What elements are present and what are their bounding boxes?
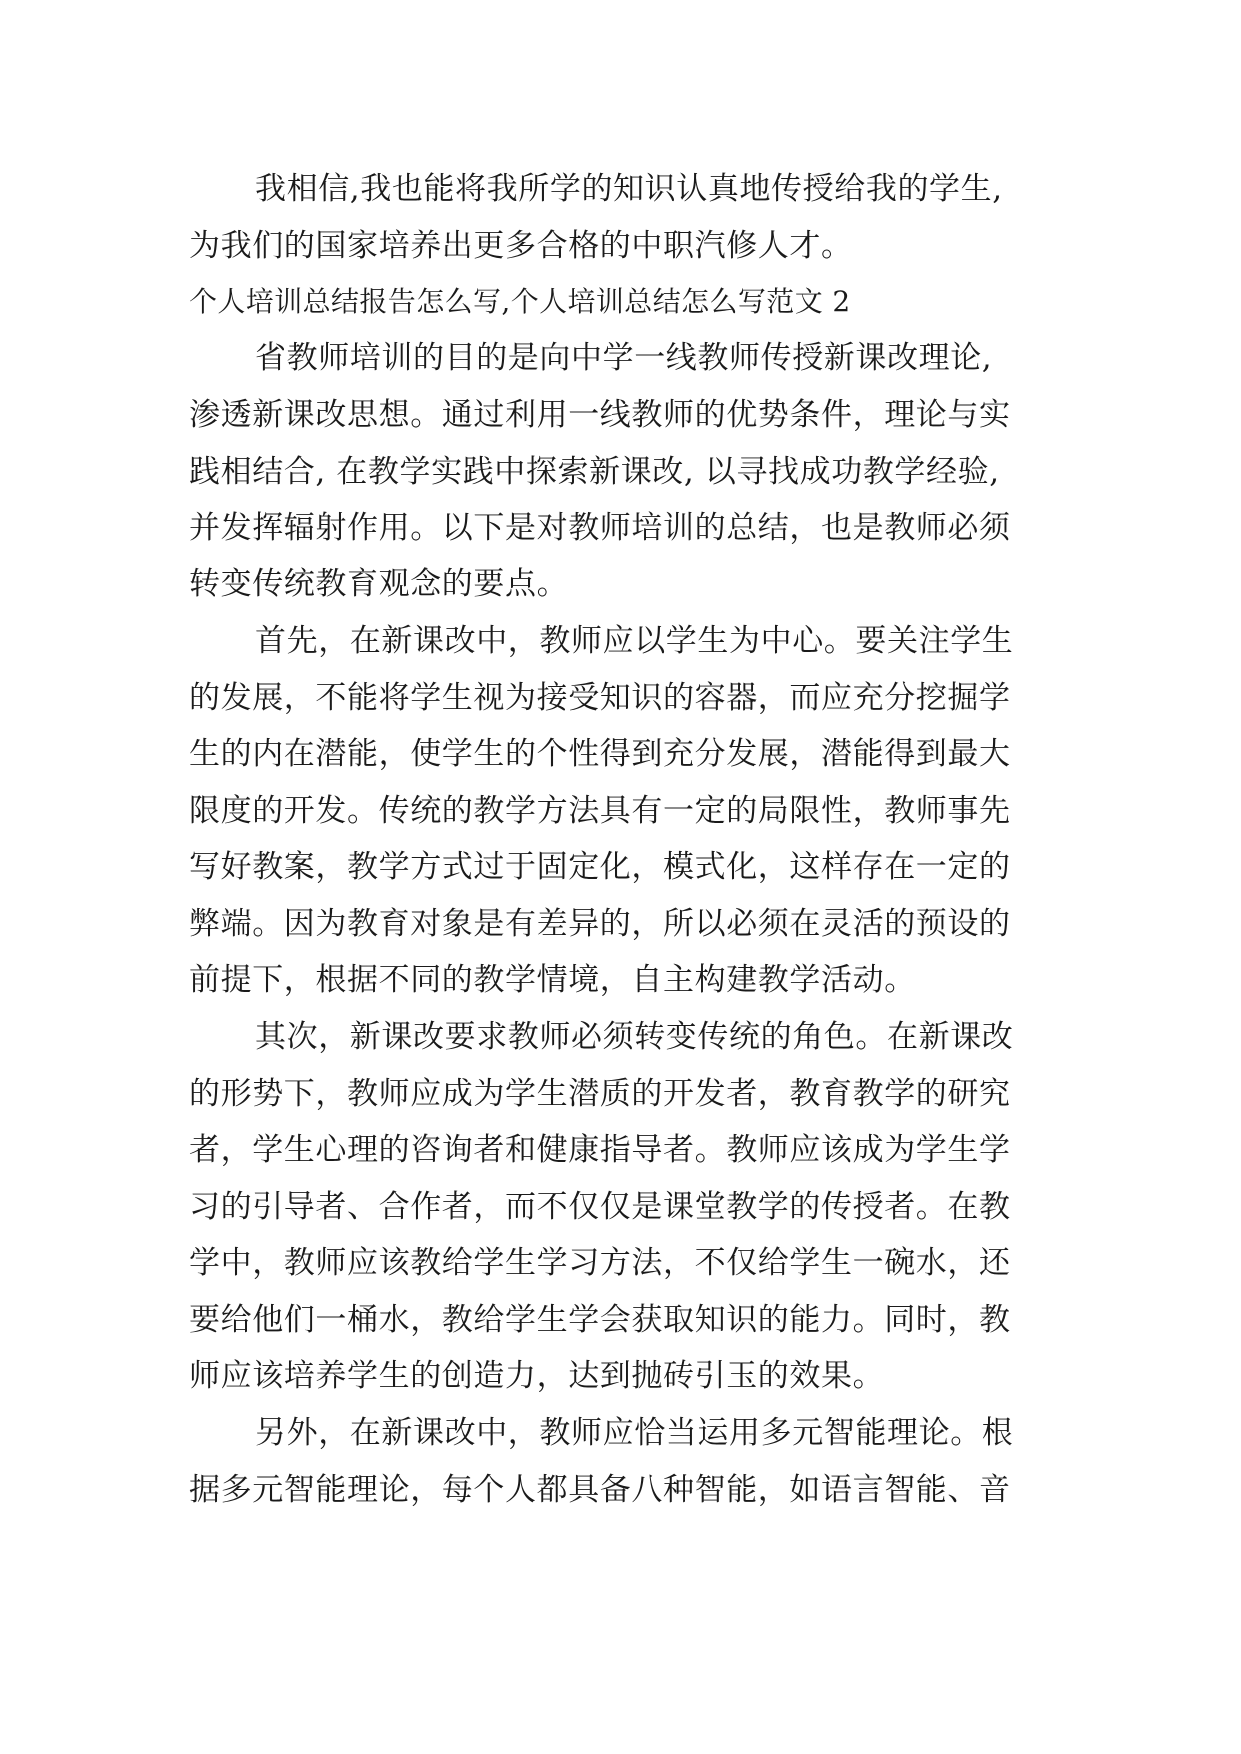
- text-line: 省教师培训的目的是向中学一线教师传授新课改理论,: [255, 340, 993, 376]
- text-line: 践相结合, 在教学实践中探索新课改, 以寻找成功教学经验,: [189, 454, 1000, 490]
- text-line: 生的内在潜能，使学生的个性得到充分发展，潜能得到最大: [189, 736, 1011, 772]
- text-line: 转变传统教育观念的要点。: [189, 566, 569, 602]
- text-line: 据多元智能理论，每个人都具备八种智能，如语言智能、音: [189, 1472, 1011, 1508]
- text-line: 我相信,我也能将我所学的知识认真地传授给我的学生,: [255, 171, 1003, 207]
- text-line: 限度的开发。传统的教学方法具有一定的局限性，教师事先: [189, 793, 1011, 829]
- text-line: 习的引导者、合作者，而不仅仅是课堂教学的传授者。在教: [189, 1189, 1011, 1225]
- text-line: 为我们的国家培养出更多合格的中职汽修人才。: [189, 228, 853, 264]
- text-line: 首先，在新课改中，教师应以学生为中心。要关注学生: [255, 623, 1014, 659]
- text-line: 弊端。因为教育对象是有差异的，所以必须在灵活的预设的: [189, 906, 1011, 942]
- text-line: 并发挥辐射作用。以下是对教师培训的总结，也是教师必须: [189, 510, 1011, 546]
- text-line: 的发展，不能将学生视为接受知识的容器，而应充分挖掘学: [189, 680, 1011, 716]
- text-line: 另外，在新课改中，教师应恰当运用多元智能理论。根: [255, 1415, 1014, 1451]
- section-heading: 个人培训总结报告怎么写,个人培训总结怎么写范文 2: [189, 285, 851, 318]
- text-line: 的形势下，教师应成为学生潜质的开发者，教育教学的研究: [189, 1076, 1011, 1112]
- text-line: 师应该培养学生的创造力，达到抛砖引玉的效果。: [189, 1358, 885, 1394]
- text-line: 渗透新课改思想。通过利用一线教师的优势条件，理论与实: [189, 397, 1011, 433]
- text-line: 其次，新课改要求教师必须转变传统的角色。在新课改: [255, 1019, 1014, 1055]
- text-line: 要给他们一桶水，教给学生学会获取知识的能力。同时，教: [189, 1302, 1011, 1338]
- text-line: 前提下，根据不同的教学情境，自主构建教学活动。: [189, 962, 916, 998]
- text-line: 学中，教师应该教给学生学习方法，不仅给学生一碗水，还: [189, 1245, 1011, 1281]
- text-line: 者，学生心理的咨询者和健康指导者。教师应该成为学生学: [189, 1132, 1011, 1168]
- text-line: 写好教案，教学方式过于固定化，模式化，这样存在一定的: [189, 849, 1011, 885]
